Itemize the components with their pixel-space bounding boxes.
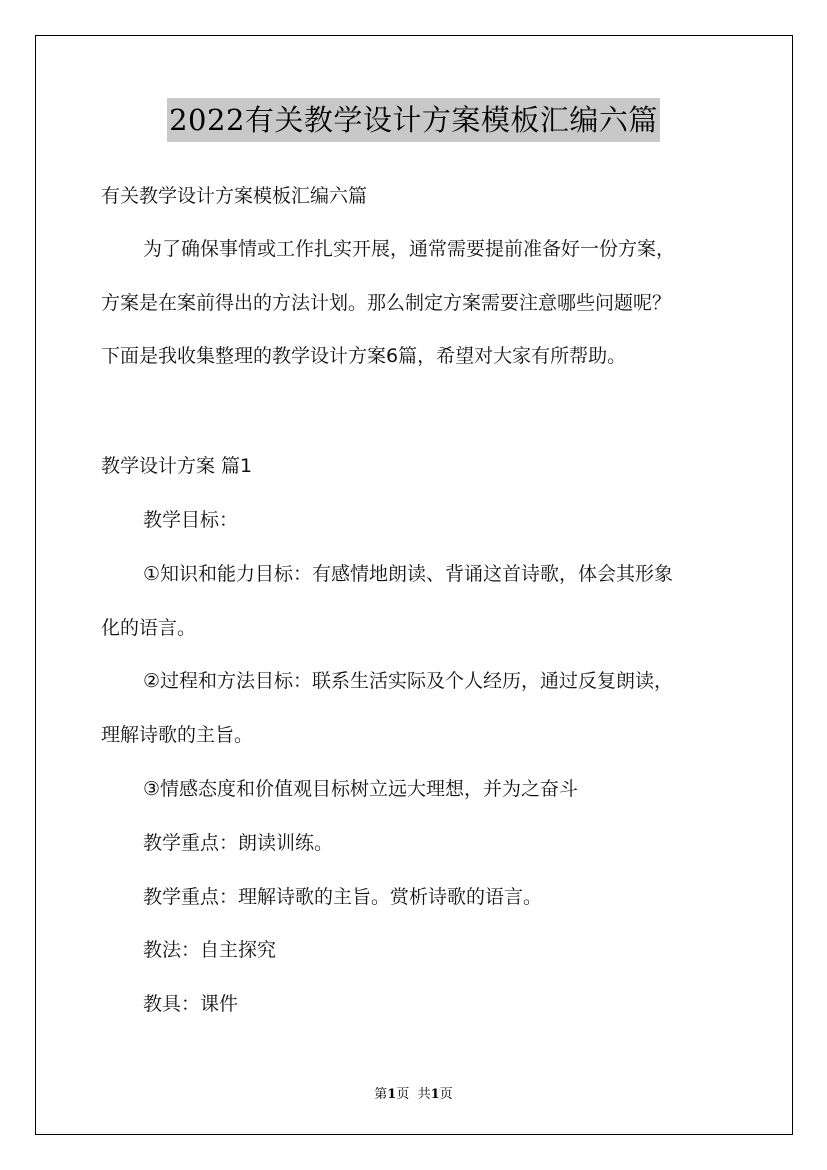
intro-line-1: 为了确保事情或工作扎实开展，通常需要提前准备好一份方案，	[143, 238, 676, 260]
teaching-goals-label: 教学目标：	[143, 509, 239, 531]
footer-total-prefix: 共	[417, 1087, 431, 1102]
goal-3-line: ③情感态度和价值观目标树立远大理想，并为之奋斗	[143, 778, 579, 800]
intro-line-2: 方案是在案前得出的方法计划。那么制定方案需要注意哪些问题呢？	[101, 292, 672, 314]
goal-2-line-2: 理解诗歌的主旨。	[101, 724, 254, 746]
section-heading: 教学设计方案 篇1	[101, 455, 253, 477]
footer-total-number: 1	[430, 1087, 440, 1102]
focus-line-2: 教学重点：理解诗歌的主旨。赏析诗歌的语言。	[143, 886, 543, 908]
footer-page-suffix: 页	[396, 1087, 410, 1102]
intro-line-3: 下面是我收集整理的教学设计方案6篇，希望对大家有所帮助。	[101, 345, 627, 367]
goal-1-line-2: 化的语言。	[101, 617, 197, 639]
document-subtitle: 有关教学设计方案模板汇编六篇	[101, 185, 368, 207]
footer-page-prefix: 第	[374, 1087, 388, 1102]
footer-total-suffix: 页	[439, 1087, 453, 1102]
goal-2-line-1: ②过程和方法目标：联系生活实际及个人经历，通过反复朗读，	[143, 670, 674, 692]
page-footer	[0, 1083, 827, 1102]
focus-line-1: 教学重点：朗读训练。	[143, 832, 334, 854]
tools-line: 教具：课件	[143, 993, 239, 1015]
goal-1-line-1: ①知识和能力目标：有感情地朗读、背诵这首诗歌，体会其形象	[143, 563, 674, 585]
method-line: 教法：自主探究	[143, 939, 277, 961]
footer-page-number: 1	[387, 1087, 397, 1102]
document-title: 2022有关教学设计方案模板汇编六篇	[167, 98, 660, 142]
